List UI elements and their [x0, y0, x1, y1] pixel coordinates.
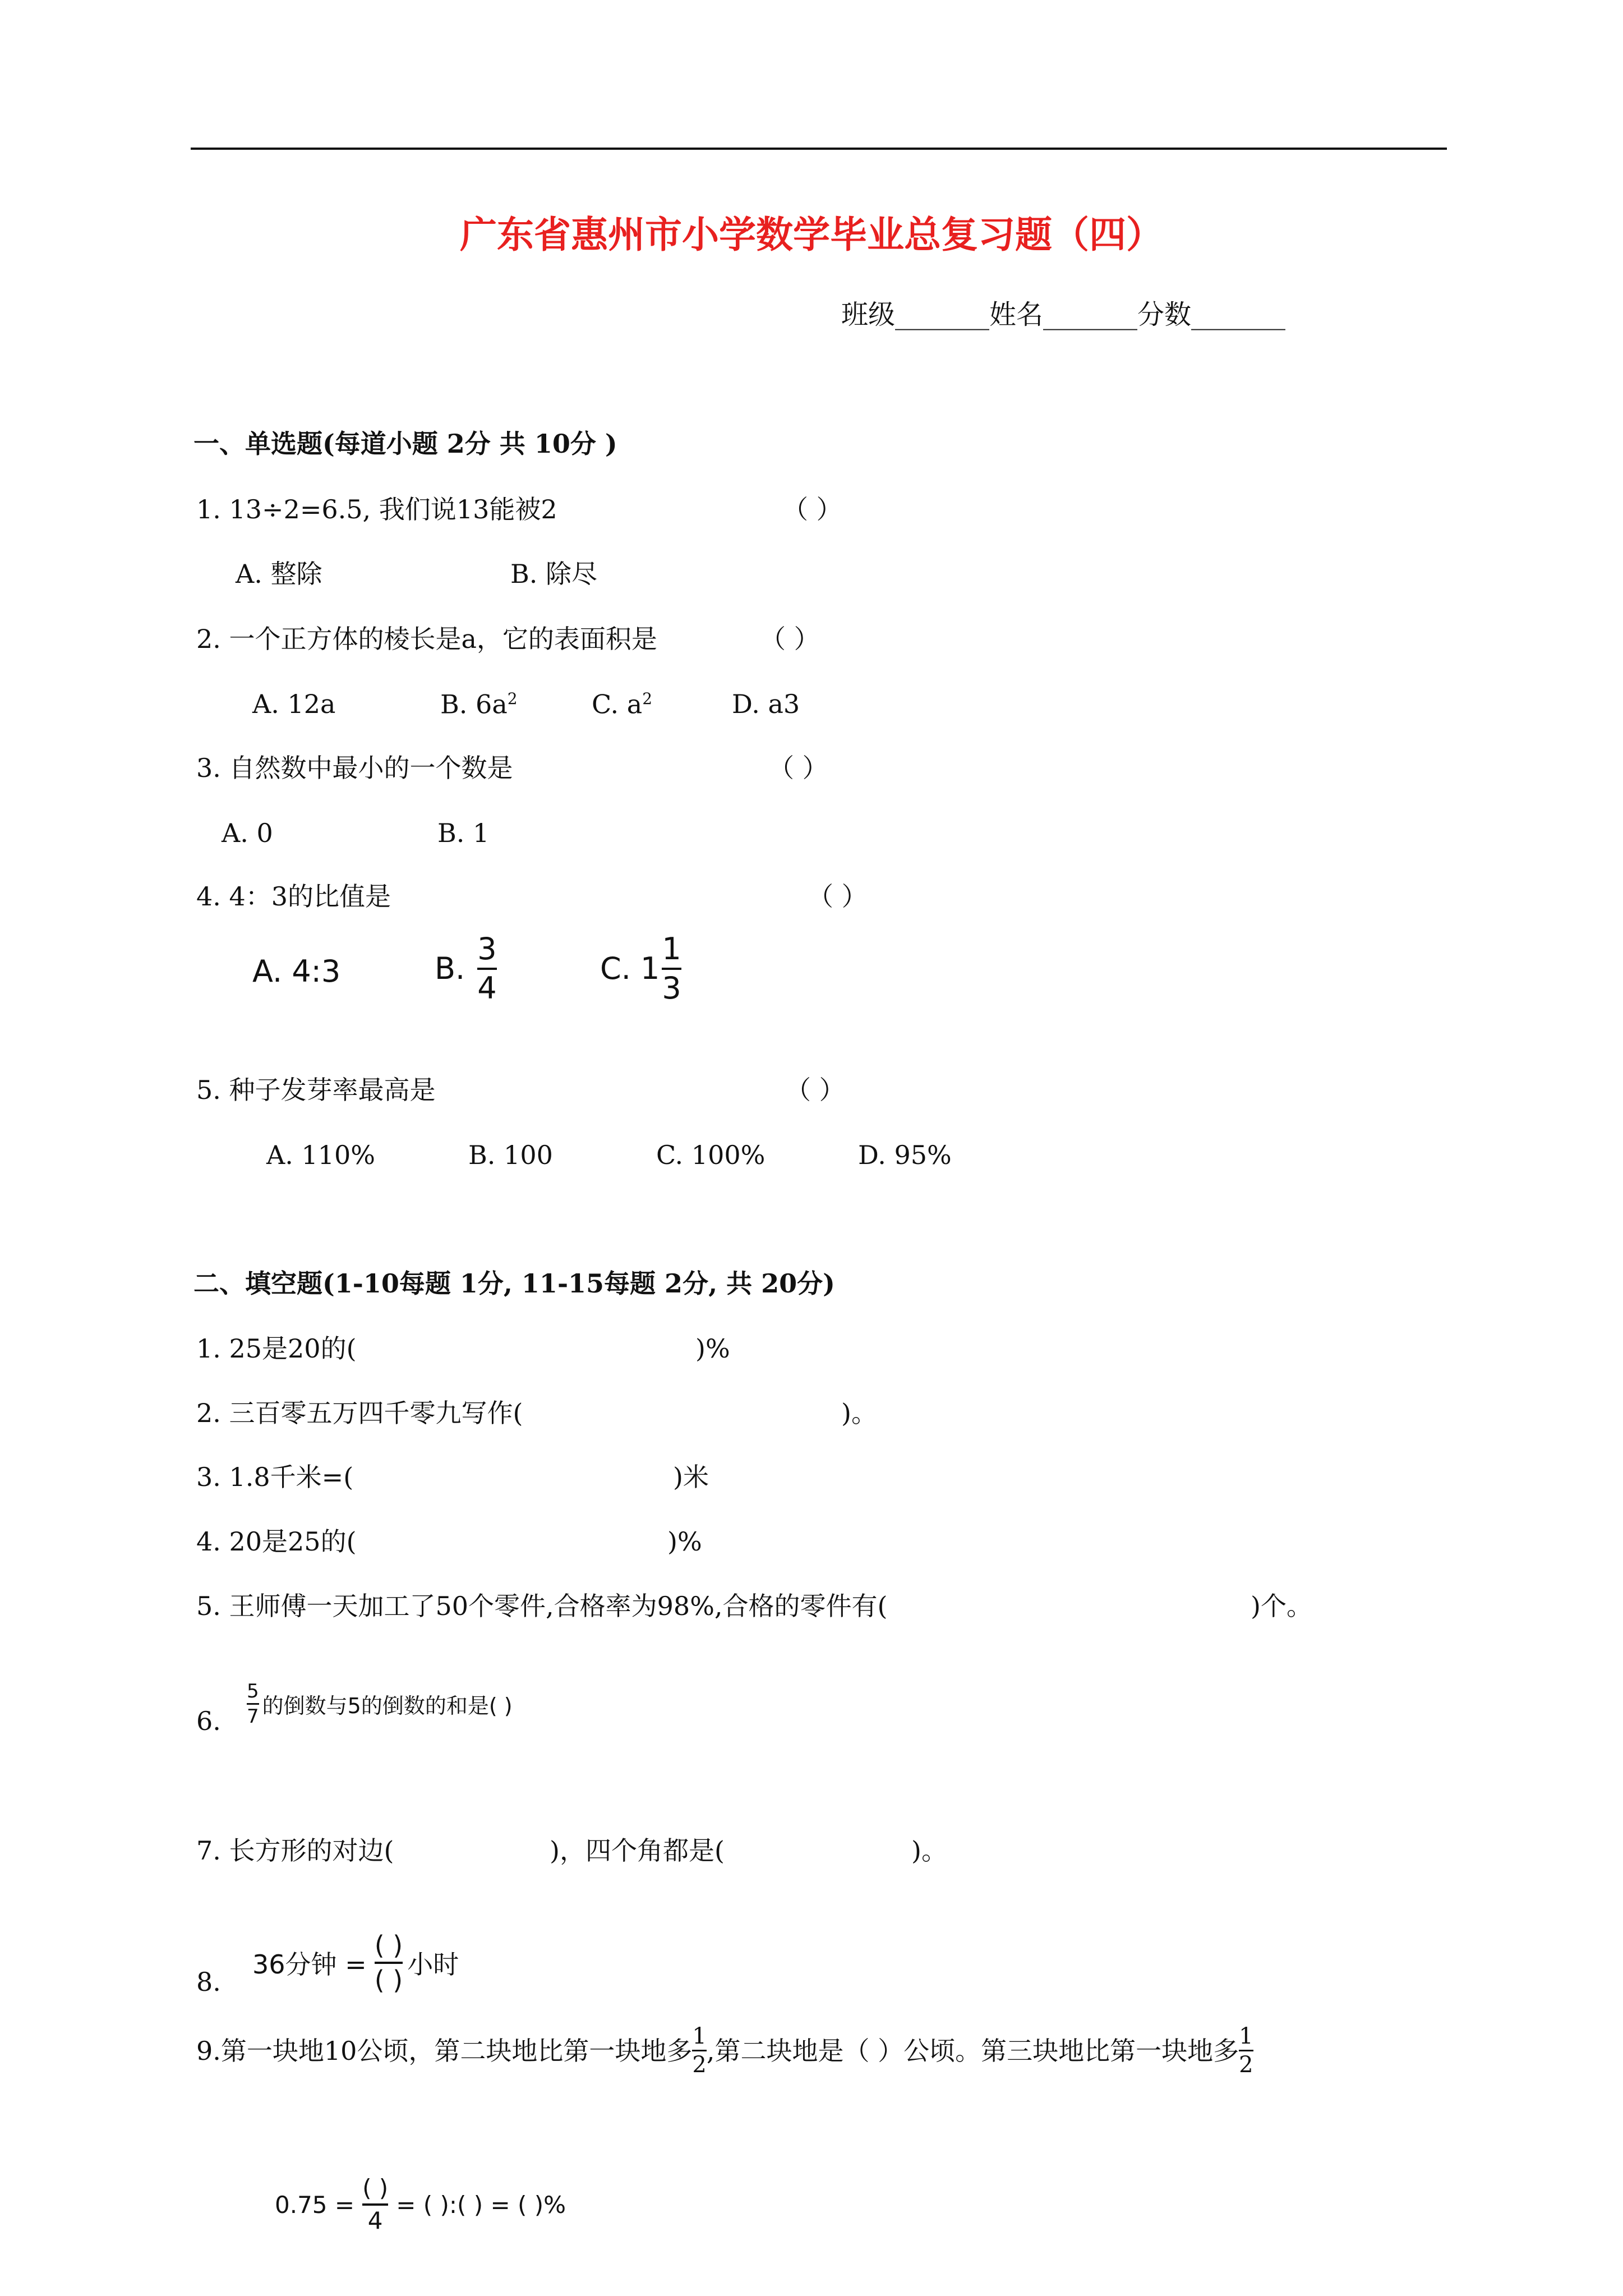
s1-q5-option-a: A. 110%: [266, 1140, 375, 1170]
s2-q8-left: 36分钟 =: [252, 1949, 367, 1980]
s1-q2-answer-paren: （ ）: [760, 624, 820, 654]
s2-q9-part2: ,第二块地是（ ）公顷。第三块地比第一块地多: [706, 2035, 1239, 2066]
fraction-bar: [375, 1962, 403, 1964]
s1-q2-stem: 2. 一个正方体的棱长是a，它的表面积是: [196, 624, 657, 654]
fraction-denominator: 3: [662, 970, 681, 1006]
s2-q4-post: )%: [667, 1526, 702, 1557]
s1-q4-option-b-fraction: [477, 931, 497, 1006]
fraction-denominator: 4: [477, 970, 497, 1006]
student-info-fields: 班级_______姓名_______分数_______: [841, 299, 1286, 330]
s2-q3-pre: 3. 1.8千米=(: [196, 1462, 354, 1492]
s2-q2-pre: 2. 三百零五万四千零九写作(: [196, 1398, 523, 1428]
s2-q6-fraction-5-7: [247, 1682, 259, 1726]
s2-q10-right: = ( ):( ) = ( )%: [396, 2191, 566, 2219]
top-rule: [191, 148, 1447, 150]
s1-q4-answer-paren: （ ）: [808, 881, 868, 912]
fraction-bar: [662, 968, 681, 970]
s1-q2-option-b-text: B. 6a: [440, 689, 508, 720]
fraction-numerator: 3: [477, 931, 497, 967]
s1-q1-answer-paren: （ ）: [782, 494, 842, 524]
s2-q8-fraction: [375, 1932, 403, 1993]
s2-q9-line: [196, 2025, 1253, 2076]
s1-q1-option-a: A. 整除: [236, 559, 322, 589]
s2-q8-number: 8.: [196, 1967, 221, 1997]
section1-heading: 一、单选题(每道小题 2分 共 10分 ): [193, 429, 617, 459]
s1-q5-option-b: B. 100: [468, 1140, 553, 1170]
section2-heading: 二、填空题(1-10每题 1分, 11-15每题 2分, 共 20分): [193, 1268, 835, 1299]
fraction-numerator: ( ): [374, 1930, 403, 1961]
s1-q5-option-d: D. 95%: [858, 1140, 952, 1170]
fraction-bar: [362, 2203, 388, 2206]
s2-q7-post: )。: [911, 1835, 947, 1866]
page-title: 广东省惠州市小学数学毕业总复习题（四）: [460, 213, 1163, 256]
s2-q6-text: 的倒数与5的倒数的和是( ): [262, 1694, 513, 1718]
s2-q1-post: )%: [695, 1333, 730, 1364]
fraction-denominator: 4: [367, 2207, 383, 2234]
s2-q5-post: )个。: [1251, 1591, 1312, 1621]
s1-q1-stem: 1. 13÷2=6.5, 我们说13能被2: [196, 494, 557, 524]
s1-q4-option-b: [435, 931, 497, 1006]
s1-q1-option-b: B. 除尽: [510, 559, 598, 589]
fraction-denominator: ( ): [374, 1965, 403, 1995]
fraction-bar: [1239, 2050, 1253, 2051]
fraction-denominator: 2: [1239, 2052, 1253, 2078]
s2-q1-pre: 1. 25是20的(: [196, 1333, 357, 1364]
s2-q9-part1: 9.第一块地10公顷，第二块地比第一块地多: [196, 2035, 693, 2066]
s1-q5-option-c: C. 100%: [656, 1140, 766, 1170]
s1-q2-option-d: D. a3: [732, 689, 800, 719]
fraction-bar: [247, 1703, 259, 1705]
fraction-numerator: ( ): [362, 2174, 389, 2202]
s1-q4-option-c-prefix: C. 1: [600, 951, 660, 986]
s1-q2-option-b-exponent: 2: [507, 689, 518, 708]
fraction-numerator: 1: [692, 2023, 707, 2049]
s2-q9-fraction-2: [1239, 2025, 1253, 2076]
s1-q3-stem: 3. 自然数中最小的一个数是: [196, 753, 513, 783]
fraction-denominator: 2: [692, 2052, 707, 2078]
s2-q10-expression: [275, 2174, 566, 2234]
s1-q3-option-a: A. 0: [222, 818, 273, 848]
s1-q5-answer-paren: （ ）: [785, 1075, 845, 1105]
fraction-denominator: 7: [247, 1705, 259, 1728]
s2-q10-fraction: [362, 2174, 389, 2234]
s1-q2-option-c-text: C. a: [592, 689, 643, 720]
s2-q6-number: 6.: [196, 1706, 221, 1736]
s2-q7-mid: )，四个角都是(: [550, 1835, 725, 1866]
s2-q5-pre: 5. 王师傅一天加工了50个零件,合格率为98%,合格的零件有(: [196, 1591, 888, 1621]
s1-q3-answer-paren: （ ）: [768, 753, 828, 783]
fraction-numerator: 1: [1239, 2023, 1253, 2049]
s2-q6-fraction: [247, 1682, 513, 1726]
s2-q4-pre: 4. 20是25的(: [196, 1526, 357, 1557]
fraction-numerator: 5: [247, 1680, 259, 1703]
s1-q5-stem: 5. 种子发芽率最高是: [196, 1075, 436, 1105]
s1-q2-option-c-exponent: 2: [642, 689, 653, 708]
s1-q2-option-a: A. 12a: [252, 689, 336, 719]
fraction-bar: [692, 2050, 706, 2051]
s1-q2-option-b: [440, 689, 518, 720]
s2-q8-expression: [252, 1932, 459, 1993]
s1-q4-option-b-prefix: B.: [435, 951, 465, 986]
s1-q4-option-a: A. 4:3: [252, 954, 341, 989]
fraction-bar: [477, 968, 496, 970]
s2-q7-pre: 7. 长方形的对边(: [196, 1835, 394, 1866]
fraction-numerator: 1: [662, 931, 681, 967]
s2-q8-unit: 小时: [407, 1949, 459, 1980]
s2-q9-fraction-1: [692, 2025, 706, 2076]
s1-q4-option-c: [600, 931, 681, 1006]
s1-q4-option-c-fraction: [662, 931, 681, 1006]
s1-q4-stem: 4. 4：3的比值是: [196, 881, 391, 912]
s2-q10-left: 0.75 =: [275, 2191, 355, 2219]
s1-q3-option-b: B. 1: [437, 818, 490, 848]
s1-q2-option-c: [592, 689, 653, 720]
s2-q2-post: )。: [841, 1398, 877, 1428]
s2-q3-post: )米: [673, 1462, 709, 1492]
